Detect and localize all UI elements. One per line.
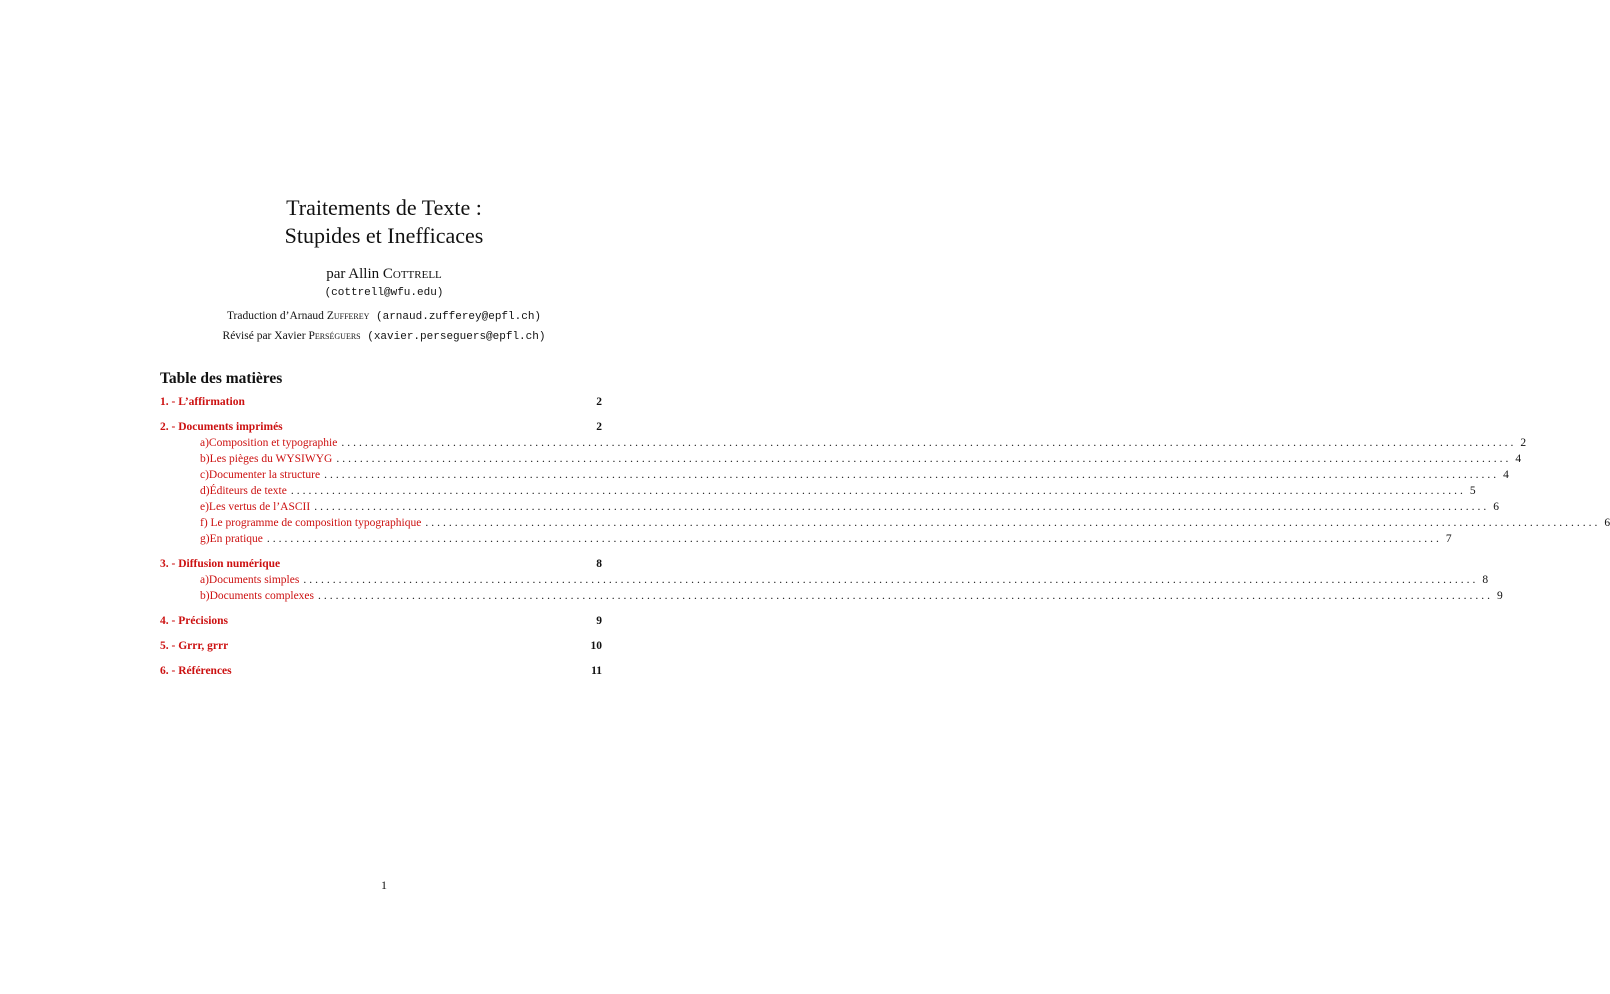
revision-prefix: Révisé par Xavier: [222, 330, 309, 342]
toc-subsection-link[interactable]: b)Les pièges du WYSIWYG: [200, 453, 333, 465]
toc-section-row: [160, 421, 602, 437]
toc-section-link[interactable]: 1. - L’affirmation: [160, 396, 245, 408]
toc-leader-dots: ........................................................................................................................................................................................................: [303, 574, 1479, 586]
toc-subsection-link[interactable]: c)Documenter la structure: [200, 469, 321, 481]
toc-subsection-row: [160, 437, 1527, 453]
toc-gap: [160, 631, 602, 640]
toc-section-page: 8: [596, 558, 602, 570]
translation-prefix: Traduction d’Arnaud: [226, 310, 327, 322]
toc-leader-dots: ........................................................................................................................................................................................................: [425, 517, 1601, 529]
translation-email: (arnaud.zufferey@epfl.ch): [369, 311, 542, 323]
revision-surname: Perséguers: [308, 330, 361, 342]
toc-subsection-page: 6: [1604, 517, 1610, 529]
toc-subsection-link[interactable]: d)Éditeurs de texte: [200, 485, 287, 497]
toc-subsection-link[interactable]: b)Documents complexes: [200, 590, 315, 602]
toc-section-row: [160, 665, 602, 681]
toc-leader-dots: ........................................................................................................................................................................................................: [324, 469, 1500, 481]
toc-subsection-page: 5: [1469, 485, 1476, 497]
translation-surname: Zufferey: [326, 310, 370, 322]
author-surname: Cottrell: [382, 266, 442, 282]
toc-gap: [160, 606, 602, 615]
toc-subsection-page: 4: [1503, 469, 1509, 481]
toc-section-page: 9: [596, 615, 602, 627]
toc-subsection-page: 2: [1520, 437, 1527, 449]
toc-subsection-link[interactable]: e)Les vertus de l’ASCII: [200, 501, 311, 513]
revision-credit: [0, 330, 768, 343]
toc-subsection-row: [160, 501, 1499, 517]
toc-section-row: [160, 640, 602, 656]
author-line: [0, 266, 768, 283]
translation-credit: [0, 310, 768, 323]
table-of-contents: [160, 396, 1610, 681]
toc-gap: [160, 412, 602, 421]
toc-section-page: 2: [596, 421, 602, 433]
toc-section-link[interactable]: 4. - Précisions: [160, 615, 229, 627]
toc-subsection-row: [160, 590, 1503, 606]
toc-gap: [160, 656, 602, 665]
toc-section-row: [160, 396, 602, 412]
toc-section-link[interactable]: 5. - Grrr, grrr: [160, 640, 229, 652]
toc-subsection-row: [160, 574, 1489, 590]
toc-subsection-link[interactable]: g)En pratique: [200, 533, 263, 545]
toc-section-row: [160, 615, 602, 631]
toc-subsection-row: [160, 453, 1522, 469]
toc-section-link[interactable]: 6. - Références: [160, 665, 232, 677]
toc-subsection-row: [160, 533, 1452, 549]
toc-subsection-page: 7: [1445, 533, 1452, 545]
toc-leader-dots: ........................................................................................................................................................................................................: [266, 533, 1442, 545]
toc-gap: [160, 549, 602, 558]
toc-heading: Table des matières: [160, 370, 283, 387]
title-line-2: Stupides et Inefficaces: [284, 223, 484, 248]
toc-leader-dots: ........................................................................................................................................................................................................: [314, 501, 1490, 513]
toc-section-link[interactable]: 3. - Diffusion numérique: [160, 558, 281, 570]
title-line-1: Traitements de Texte :: [286, 195, 482, 220]
toc-subsection-page: 8: [1482, 574, 1489, 586]
toc-section-row: [160, 558, 602, 574]
toc-section-page: 11: [591, 665, 602, 677]
toc-section-page: 2: [596, 396, 602, 408]
toc-section-page: 10: [590, 640, 602, 652]
page-number: 1: [381, 878, 387, 892]
toc-subsection-row: [160, 469, 1509, 485]
toc-subsection-link[interactable]: a)Composition et typographie: [200, 437, 338, 449]
toc-subsection-link[interactable]: f) Le programme de composition typographique: [200, 517, 422, 529]
toc-leader-dots: ........................................................................................................................................................................................................: [336, 453, 1512, 465]
toc-subsection-page: 6: [1493, 501, 1499, 513]
toc-subsection-page: 4: [1515, 453, 1522, 465]
toc-leader-dots: ........................................................................................................................................................................................................: [290, 485, 1466, 497]
toc-leader-dots: ........................................................................................................................................................................................................: [318, 590, 1494, 602]
revision-email: (xavier.perseguers@epfl.ch): [360, 331, 546, 343]
toc-leader-dots: ........................................................................................................................................................................................................: [341, 437, 1517, 449]
toc-subsection-row: [160, 485, 1476, 501]
author-prefix: par Allin: [326, 266, 383, 282]
toc-subsection-link[interactable]: a)Documents simples: [200, 574, 300, 586]
author-email: (cottrell@wfu.edu): [324, 287, 444, 299]
toc-section-link[interactable]: 2. - Documents imprimés: [160, 421, 283, 433]
toc-subsection-row: [160, 517, 1610, 533]
toc-subsection-page: 9: [1497, 590, 1503, 602]
